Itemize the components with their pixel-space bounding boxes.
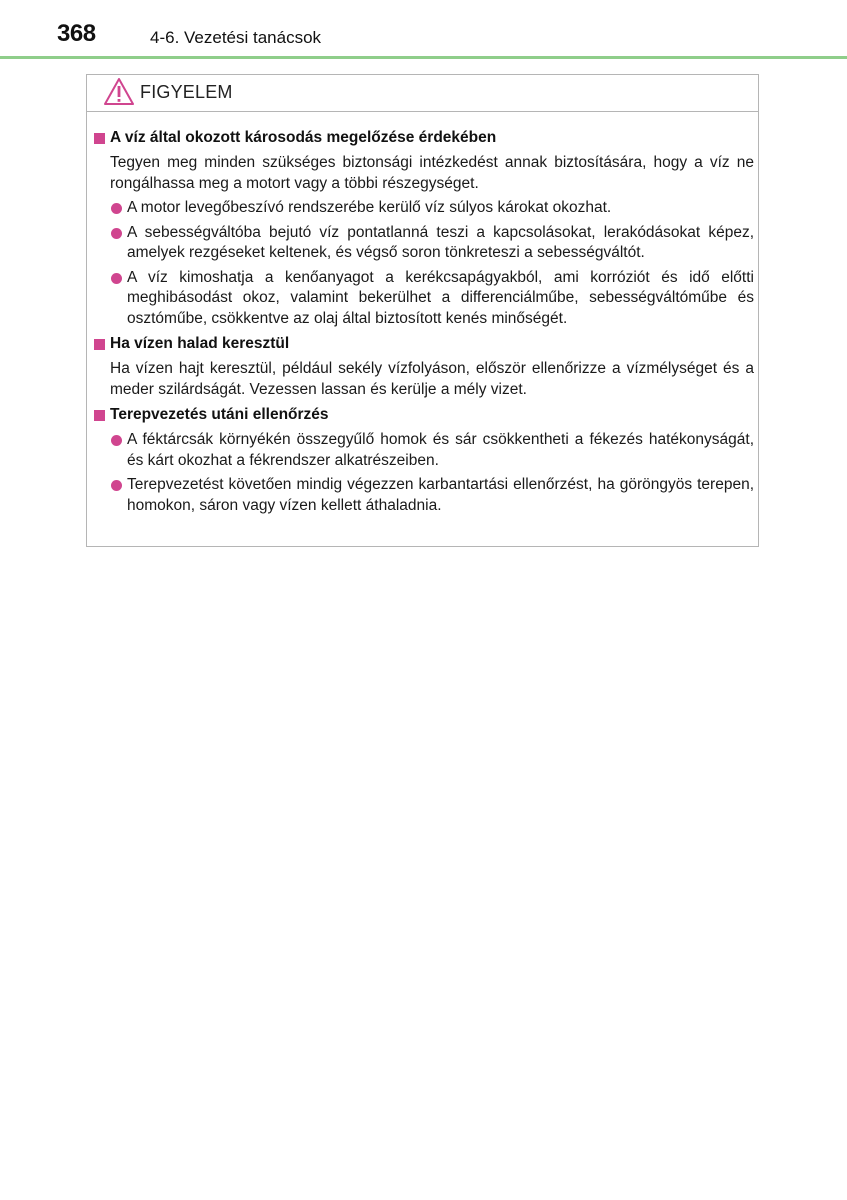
section-paragraph: Ha vízen hajt keresztül, például sekély vízfolyáson, először ellenőrizze a vízmélységet és a meder szilárdságát. Vezessen lassan és kerülje a mély vizet.: [110, 360, 754, 398]
section-heading-text: A víz által okozott károsodás megelőzése érdekében: [110, 129, 497, 146]
warning-header: [87, 75, 758, 112]
square-bullet-icon: [94, 410, 105, 421]
list-item: [110, 223, 754, 264]
list-item-text: A sebességváltóba bejutó víz pontatlanná teszi a kapcsolásokat, lerakódásokat képez, amelyek rezgéseket keltenek, és végső soron tönkreteszi a sebességváltót.: [127, 223, 754, 261]
list-item-text: A víz kimoshatja a kenőanyagot a kerékcsapágyakból, ami korróziót és idő előtti meghibásodást okoz, valamint bekerülhet a differenciálműbe, sebességváltóműbe és osztóműbe, csökkentve az olaj által biztosított kenés minőségét.: [127, 268, 754, 327]
list-item: [110, 198, 754, 219]
list-item-text: A féktárcsák környékén összegyűlő homok és sár csökkentheti a fékezés hatékonyságát, és kárt okozhat a fékrendszer alkatrészeiben.: [127, 431, 754, 469]
circle-bullet-icon: [111, 480, 122, 491]
section-heading: [94, 404, 754, 426]
list-item: [110, 430, 754, 471]
section-heading-text: Terepvezetés utáni ellenőrzés: [110, 406, 329, 423]
section-heading-text: Ha vízen halad keresztül: [110, 335, 290, 352]
circle-bullet-icon: [111, 273, 122, 284]
section-heading: [94, 333, 754, 355]
header-rule: [0, 56, 847, 59]
list-item: [110, 475, 754, 516]
list-item: [110, 268, 754, 330]
page-header: [0, 0, 847, 58]
list-item-text: Terepvezetést követően mindig végezzen karbantartási ellenőrzést, ha göröngyös terepen, homokon, sáron vagy vízen kellett áthaladnia.: [127, 476, 754, 514]
warning-triangle-icon: [103, 77, 135, 107]
section-driving-through-water: [94, 333, 754, 400]
section-paragraph: Tegyen meg minden szükséges biztonsági intézkedést annak biztosítására, hogy a víz ne rongálhassa meg a motort vagy a többi részegységet.: [110, 154, 754, 192]
section-offroad-check: [94, 404, 754, 516]
section-heading: [94, 127, 754, 149]
section-water-damage: [94, 127, 754, 329]
circle-bullet-icon: [111, 435, 122, 446]
square-bullet-icon: [94, 339, 105, 350]
circle-bullet-icon: [111, 203, 122, 214]
list-item-text: A motor levegőbeszívó rendszerébe kerülő víz súlyos károkat okozhat.: [127, 199, 612, 216]
warning-box: [86, 74, 759, 547]
square-bullet-icon: [94, 133, 105, 144]
page-number: 368: [57, 20, 96, 47]
section-title: 4-6. Vezetési tanácsok: [150, 28, 322, 47]
warning-body: [94, 127, 754, 516]
circle-bullet-icon: [111, 228, 122, 239]
warning-label: FIGYELEM: [140, 82, 233, 102]
